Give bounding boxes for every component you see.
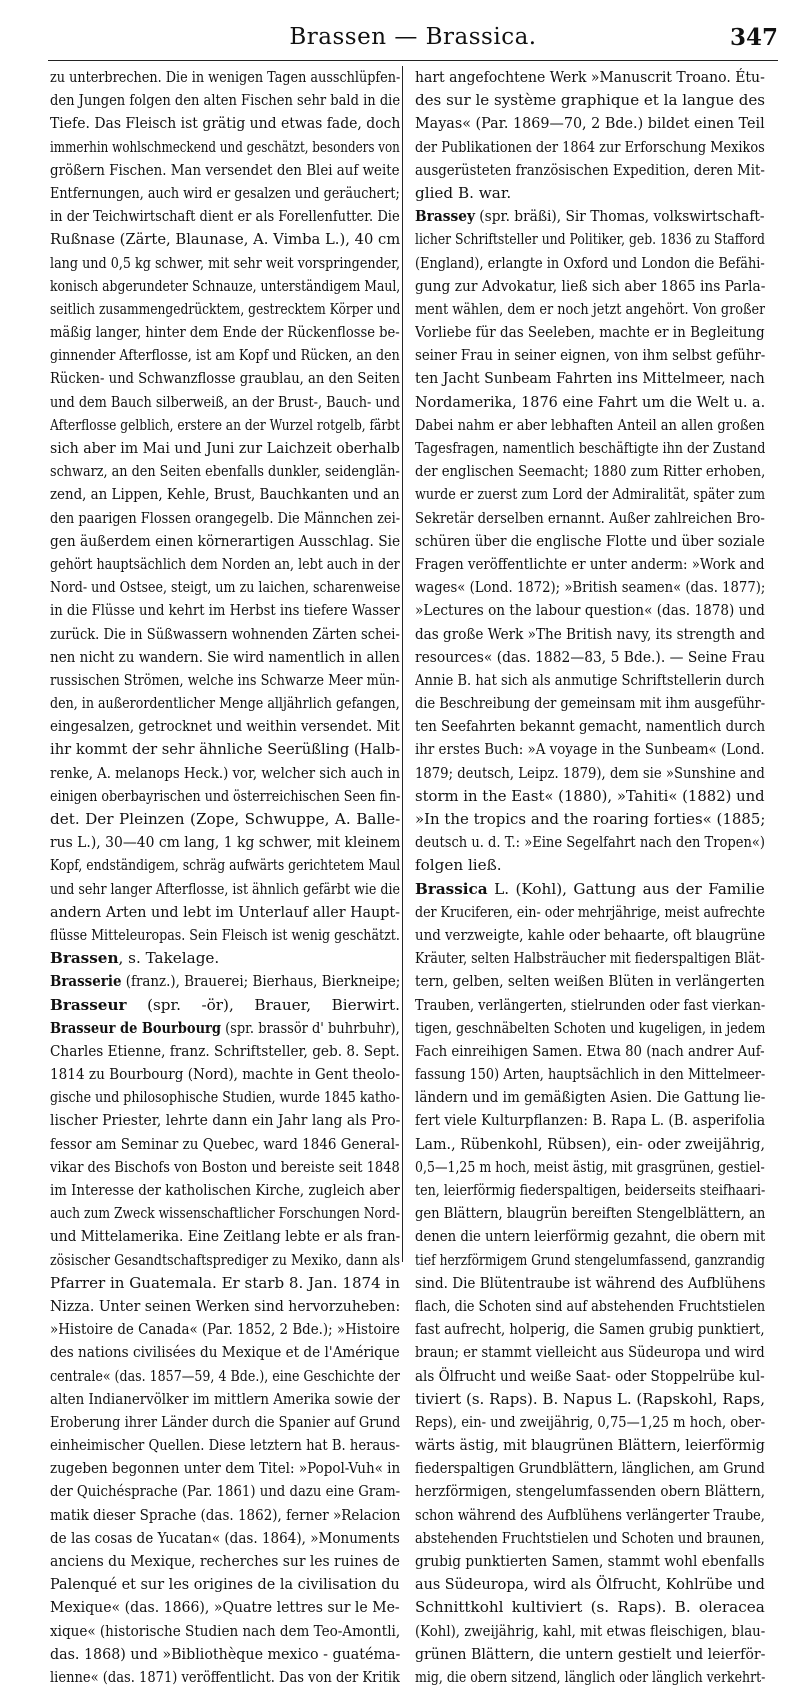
text-line bbox=[50, 901, 400, 924]
line-text: wurde er zuerst zum Lord der Admiralität, später zum bbox=[415, 485, 765, 504]
line-text: ginnender Afterflosse, ist am Kopf und Rücken, an den bbox=[50, 346, 400, 365]
text-line bbox=[50, 762, 400, 785]
line-text: abstehenden Fruchtstielen und Schoten und braunen, bbox=[415, 1528, 765, 1547]
text-line bbox=[415, 159, 765, 182]
line-text: lischer Priester, lehrte dann ein Jahr lang als Pro- bbox=[50, 1111, 400, 1130]
line-text: (spr. brassör d' buhrbuhr), bbox=[220, 1018, 400, 1037]
text-line bbox=[50, 1434, 400, 1457]
line-text: ten Jacht Sunbeam Fahrten ins Mittelmeer, nach bbox=[415, 369, 765, 388]
line-text: Dabei nahm er aber lebhaften Anteil an allen großen bbox=[415, 415, 765, 434]
text-line bbox=[415, 414, 765, 437]
line-text: seitlich zusammengedrücktem, gestrecktem Körper und bbox=[50, 299, 400, 318]
text-line bbox=[415, 1434, 765, 1457]
line-text: licher Schriftsteller und Politiker, geb. 1836 zu Stafford bbox=[415, 230, 765, 249]
text-line bbox=[415, 437, 765, 460]
line-text: Reps), ein- und zweijährig, 0,75—1,25 m hoch, ober- bbox=[415, 1412, 765, 1431]
column-divider bbox=[402, 66, 403, 1262]
text-line bbox=[50, 1063, 400, 1086]
line-text: sich aber im Mai und Juni zur Laichzeit oberhalb bbox=[50, 439, 400, 457]
line-text: Palenqué et sur les origines de la civilisation du bbox=[50, 1575, 400, 1594]
text-line bbox=[50, 89, 400, 112]
line-text: resources« (das. 1882—83, 5 Bde.). — Seine Frau bbox=[415, 647, 765, 666]
line-text: ten, leierförmig fiederspaltigen, beiderseits steifhaari- bbox=[415, 1181, 765, 1199]
line-text: und sehr langer Afterflosse, ist ähnlich gefärbt wie die bbox=[50, 879, 400, 898]
text-line bbox=[415, 785, 765, 808]
line-text: herzförmigen, stengelumfassenden obern Blättern, bbox=[415, 1482, 765, 1501]
line-text: tigen, geschnäbelten Schoten und kugeligen, in jedem bbox=[415, 1018, 765, 1037]
line-text: de las cosas de Yucatan« (das. 1864), »Monuments bbox=[50, 1528, 400, 1547]
line-text: Rußnase (Zärte, Blaunase, A. Vimba L.), 40 cm bbox=[50, 230, 400, 249]
line-text: Fragen veröffentlichte er unter anderm: »Work and bbox=[415, 554, 765, 573]
text-line bbox=[415, 1156, 765, 1179]
text-line bbox=[50, 228, 400, 251]
text-line bbox=[50, 1643, 400, 1666]
text-line bbox=[50, 159, 400, 182]
text-line bbox=[50, 414, 400, 437]
text-line bbox=[415, 1225, 765, 1248]
text-line bbox=[415, 1457, 765, 1480]
line-text: in die Flüsse und kehrt im Herbst ins tiefere Wasser bbox=[50, 601, 400, 620]
text-line bbox=[415, 460, 765, 483]
text-line bbox=[415, 321, 765, 344]
text-line bbox=[415, 1620, 765, 1643]
line-text: andern Arten und lebt im Unterlauf aller Haupt- bbox=[50, 902, 400, 921]
line-text: auch zum Zweck wissenschaftlicher Forschungen Nord- bbox=[50, 1204, 400, 1223]
text-line bbox=[415, 947, 765, 970]
entry-headword: Brasserie bbox=[50, 972, 122, 991]
text-line bbox=[415, 715, 765, 738]
running-head: Brassen — Brassica. bbox=[289, 24, 537, 50]
text-line bbox=[50, 1086, 400, 1109]
line-text: russischen Strömen, welche ins Schwarze Meer mün- bbox=[50, 670, 400, 689]
line-text: anciens du Mexique, recherches sur les ruines de bbox=[50, 1552, 400, 1570]
line-text: aus Südeuropa, wird als Ölfrucht, Kohlrübe und bbox=[415, 1575, 765, 1594]
text-line bbox=[415, 1411, 765, 1434]
text-line bbox=[415, 344, 765, 367]
text-line bbox=[415, 831, 765, 854]
line-text: sind. Die Blütentraube ist während des Aufblühens bbox=[415, 1273, 765, 1292]
line-text: ihr erstes Buch: »A voyage in the Sunbeam« (Lond. bbox=[415, 740, 765, 759]
text-line bbox=[50, 924, 400, 947]
text-line bbox=[415, 738, 765, 761]
text-line bbox=[415, 182, 765, 205]
text-line bbox=[50, 1620, 400, 1643]
line-text: alten Indianervölker im mittlern Amerika sowie der bbox=[50, 1389, 400, 1408]
line-text: Tiefe. Das Fleisch ist grätig und etwas fade, doch bbox=[50, 114, 400, 133]
text-line bbox=[50, 1295, 400, 1318]
line-text: konisch abgerundeter Schnauze, unterständigem Maul, bbox=[50, 276, 400, 295]
text-line bbox=[415, 1272, 765, 1295]
line-text: gische und philosophische Studien, wurde 1845 katho- bbox=[50, 1088, 400, 1107]
text-line bbox=[50, 1550, 400, 1573]
text-line bbox=[50, 1457, 400, 1480]
text-line bbox=[50, 831, 400, 854]
line-text: (England), erlangte in Oxford und London die Befähi- bbox=[415, 253, 765, 272]
line-text: (spr. -ör), Brauer, Bierwirt. bbox=[126, 995, 400, 1014]
line-text: als Ölfrucht und weiße Saat- oder Stoppelrübe kul- bbox=[415, 1366, 765, 1385]
line-text: des nations civilisées du Mexique et de l'Amérique bbox=[50, 1343, 400, 1362]
line-text: Afterflosse gelblich, erstere an der Wurzel rotgelb, färbt bbox=[50, 415, 400, 434]
line-text: eingesalzen, getrocknet und weithin versendet. Mit bbox=[50, 717, 400, 736]
line-text: der Kruciferen, ein- oder mehrjährige, meist aufrechte bbox=[415, 902, 765, 921]
line-text: Charles Etienne, franz. Schriftsteller, geb. 8. Sept. bbox=[50, 1041, 400, 1060]
text-line bbox=[50, 1504, 400, 1527]
text-line bbox=[50, 252, 400, 275]
line-text: »Histoire de Canada« (Par. 1852, 2 Bde.); »Histoire bbox=[50, 1320, 400, 1339]
text-line bbox=[50, 1249, 400, 1272]
text-line bbox=[50, 321, 400, 344]
line-text: L. (Kohl), Gattung aus der Familie bbox=[487, 879, 765, 898]
line-text: wages« (Lond. 1872); »British seamen« (das. 1877); bbox=[415, 578, 765, 597]
text-line bbox=[415, 1504, 765, 1527]
text-line bbox=[50, 1133, 400, 1156]
text-line bbox=[50, 112, 400, 135]
line-text: ländern und im gemäßigten Asien. Die Gattung lie- bbox=[415, 1088, 765, 1107]
line-text: hart angefochtene Werk »Manuscrit Troano. Étu- bbox=[415, 68, 765, 86]
text-line bbox=[50, 344, 400, 367]
text-line bbox=[415, 530, 765, 553]
text-line bbox=[50, 460, 400, 483]
text-line bbox=[50, 1179, 400, 1202]
line-text: wärts ästig, mit blaugrünen Blättern, leierförmig bbox=[415, 1436, 765, 1455]
text-line bbox=[415, 112, 765, 135]
text-line bbox=[50, 507, 400, 530]
line-text: Lam., Rübenkohl, Rübsen), ein- oder zweijährig, bbox=[415, 1134, 765, 1153]
line-text: ment wählen, dem er noch jetzt angehört. Von großer bbox=[415, 299, 765, 318]
text-line bbox=[50, 646, 400, 669]
line-text: deutsch u. d. T.: »Eine Segelfahrt nach den Tropen«) bbox=[415, 833, 765, 852]
text-line bbox=[50, 785, 400, 808]
text-line bbox=[50, 1411, 400, 1434]
line-text: Entfernungen, auch wird er gesalzen und geräuchert; bbox=[50, 183, 400, 202]
line-text: lienne« (das. 1871) veröffentlicht. Das von der Kritik bbox=[50, 1667, 400, 1686]
text-line bbox=[415, 762, 765, 785]
line-text: tief herzförmigem Grund stengelumfassend, ganzrandig bbox=[415, 1250, 765, 1269]
text-line bbox=[415, 483, 765, 506]
line-text: seiner Frau in seiner eignen, von ihm selbst geführ- bbox=[415, 346, 765, 365]
text-line bbox=[415, 576, 765, 599]
line-text: Sekretär derselben ernannt. Außer zahlreichen Bro- bbox=[415, 508, 765, 527]
text-line bbox=[415, 623, 765, 646]
header-rule bbox=[48, 60, 778, 61]
text-line bbox=[415, 1480, 765, 1503]
entry-headword: Brassen bbox=[50, 949, 119, 968]
text-line bbox=[50, 1225, 400, 1248]
text-line bbox=[50, 738, 400, 761]
line-text: gung zur Advokatur, ließ sich aber 1865 ins Parla- bbox=[415, 276, 765, 295]
line-text: Mayas« (Par. 1869—70, 2 Bde.) bildet einen Teil bbox=[415, 114, 765, 133]
text-line bbox=[415, 1109, 765, 1132]
line-text: Nord- und Ostsee, steigt, um zu laichen, scharenweise bbox=[50, 578, 400, 597]
entry-headword: Brassey bbox=[415, 207, 475, 226]
text-line bbox=[50, 1109, 400, 1132]
text-line bbox=[415, 1666, 765, 1689]
right-column bbox=[415, 66, 765, 1689]
page-number: 347 bbox=[729, 24, 778, 51]
text-line bbox=[50, 1527, 400, 1550]
text-line bbox=[415, 970, 765, 993]
text-line bbox=[415, 1063, 765, 1086]
text-line bbox=[50, 854, 400, 877]
line-text: flüsse Mitteleuropas. Sein Fleisch ist wenig geschätzt. bbox=[50, 925, 400, 944]
text-line bbox=[50, 1017, 400, 1040]
text-line bbox=[50, 367, 400, 390]
text-line bbox=[415, 1202, 765, 1225]
line-text: (spr. bräßi), Sir Thomas, volkswirtschaft- bbox=[474, 207, 765, 226]
line-text: det. Der Pleinzen (Zope, Schwuppe, A. Balle- bbox=[50, 810, 400, 828]
line-text: Mexique« (das. 1866), »Quatre lettres sur le Me- bbox=[50, 1598, 400, 1617]
line-text: den paarigen Flossen orangegelb. Die Männchen zei- bbox=[50, 508, 400, 527]
text-line bbox=[50, 970, 400, 993]
text-line bbox=[415, 205, 765, 228]
line-text: ihr kommt der sehr ähnliche Seerüßling (Halb- bbox=[50, 740, 400, 759]
text-line bbox=[415, 1388, 765, 1411]
page-header bbox=[48, 18, 778, 58]
line-text: folgen ließ. bbox=[415, 856, 502, 875]
line-text: Kräuter, selten Halbsträucher mit fiederspaltigen Blät- bbox=[415, 949, 765, 968]
text-line bbox=[415, 275, 765, 298]
line-text: grünen Blättern, die untern gestielt und leierför- bbox=[415, 1644, 765, 1663]
line-text: zösischer Gesandtschaftsprediger zu Mexiko, dann als bbox=[50, 1250, 400, 1269]
line-text: des sur le système graphique et la langue des bbox=[415, 91, 765, 110]
text-line bbox=[50, 1040, 400, 1063]
line-text: mäßig langer, hinter dem Ende der Rückenflosse be- bbox=[50, 323, 400, 342]
line-text: das. 1868) und »Bibliothèque mexico - guatéma- bbox=[50, 1644, 400, 1663]
entry-headword: Brassica bbox=[415, 879, 488, 898]
line-text: Pfarrer in Guatemala. Er starb 8. Jan. 1874 in bbox=[50, 1273, 400, 1292]
text-line bbox=[415, 901, 765, 924]
text-line bbox=[415, 1596, 765, 1619]
text-line bbox=[415, 66, 765, 89]
line-text: Kopf, endständigem, schräg aufwärts gerichtetem Maul bbox=[50, 856, 400, 875]
line-text: braun; er stammt vielleicht aus Südeuropa und wird bbox=[415, 1343, 765, 1362]
line-text: (franz.), Brauerei; Bierhaus, Bierkneipe; bbox=[121, 972, 400, 991]
text-line bbox=[50, 1573, 400, 1596]
line-text: einheimischer Quellen. Diese letztern hat B. heraus- bbox=[50, 1436, 400, 1455]
text-line bbox=[50, 530, 400, 553]
line-text: , s. Takelage. bbox=[118, 949, 220, 968]
line-text: 1879; deutsch, Leipz. 1879), dem sie »Sunshine and bbox=[415, 763, 765, 782]
text-line bbox=[415, 1249, 765, 1272]
text-line bbox=[415, 553, 765, 576]
text-line bbox=[415, 391, 765, 414]
text-line bbox=[50, 1596, 400, 1619]
text-line bbox=[50, 599, 400, 622]
text-line bbox=[50, 994, 400, 1017]
text-line bbox=[50, 136, 400, 159]
text-line bbox=[50, 1156, 400, 1179]
text-line bbox=[415, 1133, 765, 1156]
line-text: und verzweigte, kahle oder behaarte, oft blaugrüne bbox=[415, 925, 765, 944]
text-line bbox=[415, 1179, 765, 1202]
text-line bbox=[50, 715, 400, 738]
text-line bbox=[415, 89, 765, 112]
line-text: der Publikationen der 1864 zur Erforschung Mexikos bbox=[415, 137, 765, 156]
line-text: tern, gelben, selten weißen Blüten in verlängerten bbox=[415, 972, 765, 991]
text-line bbox=[415, 1295, 765, 1318]
text-line bbox=[415, 1086, 765, 1109]
line-text: lang und 0,5 kg schwer, mit sehr weit vorspringender, bbox=[50, 253, 400, 272]
line-text: größern Fischen. Man versendet den Blei auf weite bbox=[50, 160, 400, 179]
text-line bbox=[50, 1365, 400, 1388]
text-line bbox=[50, 205, 400, 228]
text-line bbox=[415, 298, 765, 321]
text-line bbox=[415, 878, 765, 901]
line-text: 1814 zu Bourbourg (Nord), machte in Gent theolo- bbox=[50, 1065, 400, 1084]
line-text: Tagesfragen, namentlich beschäftigte ihn der Zustand bbox=[415, 439, 765, 457]
line-text: grubig punktierten Samen, stammt wohl ebenfalls bbox=[415, 1552, 765, 1570]
text-line bbox=[50, 692, 400, 715]
text-line bbox=[415, 136, 765, 159]
line-text: der englischen Seemacht; 1880 zum Ritter erhoben, bbox=[415, 462, 765, 481]
line-text: Rücken- und Schwanzflosse graublau, an den Seiten bbox=[50, 369, 400, 388]
text-line bbox=[50, 1318, 400, 1341]
line-text: im Interesse der katholischen Kirche, zugleich aber bbox=[50, 1181, 400, 1199]
line-text: flach, die Schoten sind auf abstehenden Fruchtstielen bbox=[415, 1296, 765, 1315]
text-line bbox=[50, 947, 400, 970]
line-text: einigen oberbayrischen und österreichischen Seen fin- bbox=[50, 786, 400, 805]
line-text: storm in the East« (1880), »Tahiti« (1882) und bbox=[415, 786, 765, 805]
line-text: glied B. war. bbox=[415, 183, 512, 202]
line-text: schon während des Aufblühens verlängerter Traube, bbox=[415, 1505, 765, 1524]
text-line bbox=[50, 1202, 400, 1225]
text-line bbox=[50, 298, 400, 321]
line-text: ten Seefahrten bekannt gemacht, namentlich durch bbox=[415, 717, 765, 736]
text-line bbox=[415, 1573, 765, 1596]
text-line bbox=[50, 1341, 400, 1364]
line-text: (Kohl), zweijährig, kahl, mit etwas fleischigen, blau- bbox=[415, 1621, 765, 1640]
text-line bbox=[415, 854, 765, 877]
line-text: tiviert (s. Raps). B. Napus L. (Rapskohl, Raps, bbox=[415, 1389, 765, 1408]
text-line bbox=[415, 669, 765, 692]
line-text: »Lectures on the labour question« (das. 1878) und bbox=[415, 601, 765, 620]
line-text: Nizza. Unter seinen Werken sind hervorzuheben: bbox=[50, 1296, 400, 1315]
text-line bbox=[50, 182, 400, 205]
line-text: Nordamerika, 1876 eine Fahrt um die Welt u. a. bbox=[415, 392, 765, 411]
left-column bbox=[50, 66, 400, 1689]
text-line bbox=[50, 808, 400, 831]
text-line bbox=[50, 878, 400, 901]
text-line bbox=[415, 1341, 765, 1364]
text-line bbox=[415, 1040, 765, 1063]
text-line bbox=[50, 437, 400, 460]
line-text: zend, an Lippen, Kehle, Brust, Bauchkanten und an bbox=[50, 485, 400, 504]
text-line bbox=[415, 1643, 765, 1666]
text-line bbox=[50, 1666, 400, 1689]
line-text: mig, die obern sitzend, länglich oder länglich verkehrt- bbox=[415, 1667, 765, 1686]
text-line bbox=[50, 669, 400, 692]
text-line bbox=[415, 646, 765, 669]
line-text: gen Blättern, blaugrün bereiften Stengelblättern, an bbox=[415, 1204, 765, 1223]
line-text: Eroberung ihrer Länder durch die Spanier auf Grund bbox=[50, 1412, 400, 1431]
line-text: das große Werk »The British navy, its strength and bbox=[415, 624, 765, 643]
line-text: in der Teichwirtschaft dient er als Forellenfutter. Die bbox=[50, 207, 400, 226]
line-text: fessor am Seminar zu Quebec, ward 1846 General- bbox=[50, 1134, 400, 1153]
line-text: rus L.), 30—40 cm lang, 1 kg schwer, mit kleinem bbox=[50, 833, 400, 852]
text-line bbox=[50, 275, 400, 298]
text-line bbox=[415, 367, 765, 390]
line-text: »In the tropics and the roaring forties« (1885; bbox=[415, 810, 765, 828]
text-line bbox=[50, 1388, 400, 1411]
text-line bbox=[50, 623, 400, 646]
entry-headword: Brasseur bbox=[50, 995, 127, 1014]
text-line bbox=[415, 252, 765, 275]
text-line bbox=[415, 808, 765, 831]
text-line bbox=[415, 599, 765, 622]
text-line bbox=[415, 994, 765, 1017]
text-line bbox=[50, 576, 400, 599]
entry-headword: Brasseur de Bourbourg bbox=[50, 1018, 221, 1037]
line-text: 0,5—1,25 m hoch, meist ästig, mit grasgrünen, gestiel- bbox=[415, 1157, 765, 1176]
text-line bbox=[50, 483, 400, 506]
line-text: nen nicht zu wandern. Sie wird namentlich in allen bbox=[50, 647, 400, 666]
text-line bbox=[50, 1272, 400, 1295]
line-text: renke, A. melanops Heck.) vor, welcher sich auch in bbox=[50, 763, 400, 782]
line-text: zu unterbrechen. Die in wenigen Tagen ausschlüpfen- bbox=[50, 68, 400, 86]
line-text: schwarz, an den Seiten ebenfalls dunkler, seidenglän- bbox=[50, 462, 400, 481]
text-line bbox=[415, 228, 765, 251]
text-line bbox=[50, 1480, 400, 1503]
line-text: Fach einreihigen Samen. Etwa 80 (nach andrer Auf- bbox=[415, 1041, 765, 1060]
line-text: fert viele Kulturpflanzen: B. Rapa L. (B. asperifolia bbox=[415, 1111, 765, 1130]
line-text: den, in außerordentlicher Menge alljährlich gefangen, bbox=[50, 694, 400, 713]
line-text: immerhin wohlschmeckend und geschätzt, besonders von bbox=[50, 137, 400, 156]
line-text: matik dieser Sprache (das. 1862), ferner »Relacion bbox=[50, 1505, 400, 1524]
line-text: fassung 150) Arten, hauptsächlich in den Mittelmeer- bbox=[415, 1065, 765, 1084]
line-text: xique« (historische Studien nach dem Teo-Amontli, bbox=[50, 1621, 400, 1640]
text-line bbox=[415, 1365, 765, 1388]
text-line bbox=[415, 1527, 765, 1550]
text-line bbox=[415, 1017, 765, 1040]
line-text: vikar des Bischofs von Boston und bereiste seit 1848 bbox=[50, 1157, 400, 1176]
line-text: gen äußerdem einen körnerartigen Ausschlag. Sie bbox=[50, 531, 400, 550]
line-text: die Beschreibung der gemeinsam mit ihm ausgeführ- bbox=[415, 694, 765, 713]
line-text: fiederspaltigen Grundblättern, länglichen, am Grund bbox=[415, 1459, 765, 1478]
line-text: den Jungen folgen den alten Fischen sehr bald in die bbox=[50, 91, 400, 110]
line-text: zurück. Die in Süßwassern wohnenden Zärten schei- bbox=[50, 624, 400, 643]
text-line bbox=[50, 553, 400, 576]
line-text: ausgerüsteten französischen Expedition, deren Mit- bbox=[415, 160, 765, 179]
line-text: schüren über die englische Flotte und über soziale bbox=[415, 531, 765, 550]
text-line bbox=[415, 1318, 765, 1341]
text-line bbox=[415, 692, 765, 715]
line-text: denen die untern leierförmig gezahnt, die obern mit bbox=[415, 1227, 765, 1246]
line-text: Trauben, verlängerten, stielrunden oder fast vierkan- bbox=[415, 995, 765, 1014]
line-text: Annie B. hat sich als anmutige Schriftstellerin durch bbox=[415, 670, 765, 689]
line-text: und dem Bauch silberweiß, an der Brust-, Bauch- und bbox=[50, 392, 400, 411]
line-text: zugeben begonnen unter dem Titel: »Popol-Vuh« in bbox=[50, 1459, 400, 1478]
text-line bbox=[415, 924, 765, 947]
text-line bbox=[50, 66, 400, 89]
line-text: fast aufrecht, holperig, die Samen grubig punktiert, bbox=[415, 1320, 765, 1339]
line-text: der Quichésprache (Par. 1861) und dazu eine Gram- bbox=[50, 1482, 400, 1501]
text-line bbox=[415, 1550, 765, 1573]
line-text: centrale« (das. 1857—59, 4 Bde.), eine Geschichte der bbox=[50, 1366, 400, 1385]
text-line bbox=[415, 507, 765, 530]
line-text: Vorliebe für das Seeleben, machte er in Begleitung bbox=[415, 323, 765, 342]
line-text: Schnittkohl kultiviert (s. Raps). B. oleracea bbox=[415, 1598, 765, 1617]
text-line bbox=[50, 391, 400, 414]
line-text: und Mittelamerika. Eine Zeitlang lebte er als fran- bbox=[50, 1227, 400, 1246]
line-text: gehört hauptsächlich dem Norden an, lebt auch in der bbox=[50, 554, 400, 573]
